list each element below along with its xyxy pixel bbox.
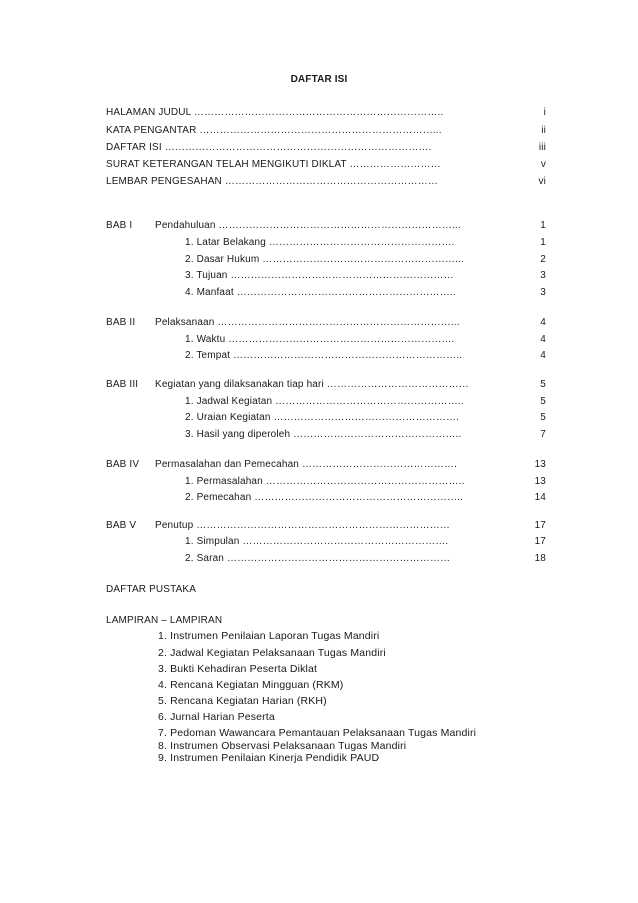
toc-entry (106, 175, 438, 189)
toc-page-number: 4 (540, 317, 546, 328)
toc-dots: ………………………………………. (301, 459, 458, 470)
daftar-pustaka-heading: DAFTAR PUSTAKA (106, 584, 197, 595)
toc-page-number: 1 (540, 237, 546, 248)
chapter-number: BAB V (106, 520, 137, 531)
toc-dots: ……………………………………………………….. (236, 287, 456, 298)
toc-dots: …………………………………………………………. (228, 334, 455, 345)
toc-page-number: 13 (534, 459, 546, 470)
toc-subentry (185, 333, 454, 347)
toc-subentry (185, 269, 454, 283)
toc-entry (106, 124, 442, 138)
lampiran-item: 4. Rencana Kegiatan Mingguan (RKM) (158, 679, 344, 691)
chapter-heading (155, 519, 450, 533)
lampiran-item: 5. Rencana Kegiatan Harian (RKH) (158, 695, 327, 707)
toc-label: KATA PENGANTAR (106, 125, 197, 136)
lampiran-item: 9. Instrumen Penilaian Kinerja Pendidik PAUD (158, 752, 380, 764)
page-title: DAFTAR ISI (290, 74, 348, 85)
toc-page-number: 4 (540, 334, 546, 345)
toc-label: 1. Permasalahan (185, 476, 263, 487)
toc-label: 2. Tempat (185, 350, 231, 361)
toc-page-number: 5 (540, 379, 546, 390)
toc-subentry (185, 286, 456, 300)
toc-label: 2. Uraian Kegiatan (185, 412, 271, 423)
toc-subentry (185, 349, 462, 363)
chapter-heading (155, 458, 457, 472)
toc-entry (106, 106, 443, 120)
toc-label: 1. Latar Belakang (185, 237, 266, 248)
toc-label: 4. Manfaat (185, 287, 234, 298)
lampiran-item: 6. Jurnal Harian Peserta (158, 711, 275, 723)
toc-dots: ………………………………………………………… (230, 270, 454, 281)
toc-label: SURAT KETERANGAN TELAH MENGIKUTI DIKLAT (106, 159, 347, 170)
toc-page-number: 2 (540, 254, 546, 265)
toc-dots: …………………………………………………... (262, 254, 464, 265)
toc-dots: ……………………………………………………… (224, 176, 439, 187)
lampiran-item: 8. Instrumen Observasi Pelaksanaan Tugas Mandiri (158, 740, 407, 752)
chapter-title: Pendahuluan (155, 220, 216, 231)
toc-subentry (185, 428, 461, 442)
toc-label: 2. Pemecahan (185, 492, 252, 503)
toc-dots: ………………………………………………………….. (233, 350, 463, 361)
toc-dots: ………………………………………….. (293, 429, 462, 440)
toc-page-number: 3 (540, 287, 546, 298)
lampiran-item: 7. Pedoman Wawancara Pemantauan Pelaksanaan Tugas Mandiri (158, 727, 477, 739)
toc-subentry (185, 552, 450, 566)
toc-subentry (185, 535, 448, 549)
toc-page-number: 14 (534, 492, 546, 503)
toc-label: 1. Simpulan (185, 536, 240, 547)
toc-page-number: ii (541, 125, 546, 136)
chapter-number: BAB IV (106, 459, 140, 470)
toc-page-number: iii (538, 142, 546, 153)
toc-dots: ………………………………………………………………… (196, 520, 450, 531)
toc-dots: …………………………………… (326, 379, 469, 390)
toc-dots: ……………………………………………………………………. (164, 142, 432, 153)
toc-subentry (185, 253, 464, 267)
toc-subentry (185, 491, 463, 505)
chapter-title: Penutup (155, 520, 194, 531)
toc-label: 1. Jadwal Kegiatan (185, 396, 273, 407)
chapter-title: Permasalahan dan Pemecahan (155, 459, 299, 470)
toc-dots: ……………………………………………………………….. (193, 107, 444, 118)
toc-entry (106, 158, 441, 172)
toc-label: 2. Dasar Hukum (185, 254, 260, 265)
toc-dots: ………………………………………………. (273, 412, 460, 423)
toc-page-number: vi (538, 176, 546, 187)
toc-page-number: 5 (540, 412, 546, 423)
toc-dots: ……………………… (349, 159, 441, 170)
toc-page-number: 18 (534, 553, 546, 564)
toc-dots: ………………………………………………….. (265, 476, 465, 487)
toc-label: DAFTAR ISI (106, 142, 162, 153)
toc-dots: ……………………………………………….. (275, 396, 464, 407)
lampiran-item: 3. Bukti Kehadiran Peserta Diklat (158, 663, 318, 675)
toc-page-number: 7 (540, 429, 546, 440)
toc-dots: ……………………………………………………………... (217, 317, 460, 328)
toc-subentry (185, 411, 459, 425)
toc-entry (106, 141, 432, 155)
toc-page-number: 17 (534, 536, 546, 547)
chapter-number: BAB II (106, 317, 136, 328)
toc-page-number: i (543, 107, 546, 118)
chapter-heading (155, 378, 469, 392)
toc-page-number: 17 (534, 520, 546, 531)
toc-subentry (185, 475, 465, 489)
toc-dots: ………………………………………………………… (226, 553, 451, 564)
chapter-number: BAB III (106, 379, 139, 390)
toc-page-number: 3 (540, 270, 546, 281)
chapter-heading (155, 219, 461, 233)
toc-page-number: 5 (540, 396, 546, 407)
chapter-number: BAB I (106, 220, 133, 231)
toc-label: LEMBAR PENGESAHAN (106, 176, 222, 187)
lampiran-item: 2. Jadwal Kegiatan Pelaksanaan Tugas Mandiri (158, 647, 386, 659)
toc-label: 3. Tujuan (185, 270, 228, 281)
toc-dots: ………………………………………………. (268, 237, 455, 248)
toc-dots: …………………………………………………….. (254, 492, 464, 503)
toc-page-number: 1 (540, 220, 546, 231)
chapter-heading (155, 316, 460, 330)
toc-subentry (185, 395, 464, 409)
toc-page-number: 4 (540, 350, 546, 361)
lampiran-heading: LAMPIRAN – LAMPIRAN (106, 615, 223, 626)
lampiran-item: 1. Instrumen Penilaian Laporan Tugas Mandiri (158, 630, 380, 642)
toc-label: HALAMAN JUDUL (106, 107, 191, 118)
toc-page-number: 13 (534, 476, 546, 487)
toc-dots: ……………………………………………………. (242, 536, 449, 547)
toc-label: 1. Waktu (185, 334, 226, 345)
toc-page-number: v (540, 159, 546, 170)
toc-label: 2. Saran (185, 553, 225, 564)
toc-dots: ……………………………………………………………... (218, 220, 461, 231)
toc-subentry (185, 236, 455, 250)
toc-label: 3. Hasil yang diperoleh (185, 429, 291, 440)
chapter-title: Pelaksanaan (155, 317, 215, 328)
chapter-title: Kegiatan yang dilaksanakan tiap hari (155, 379, 324, 390)
toc-dots: ……………………………………………………………... (199, 125, 442, 136)
